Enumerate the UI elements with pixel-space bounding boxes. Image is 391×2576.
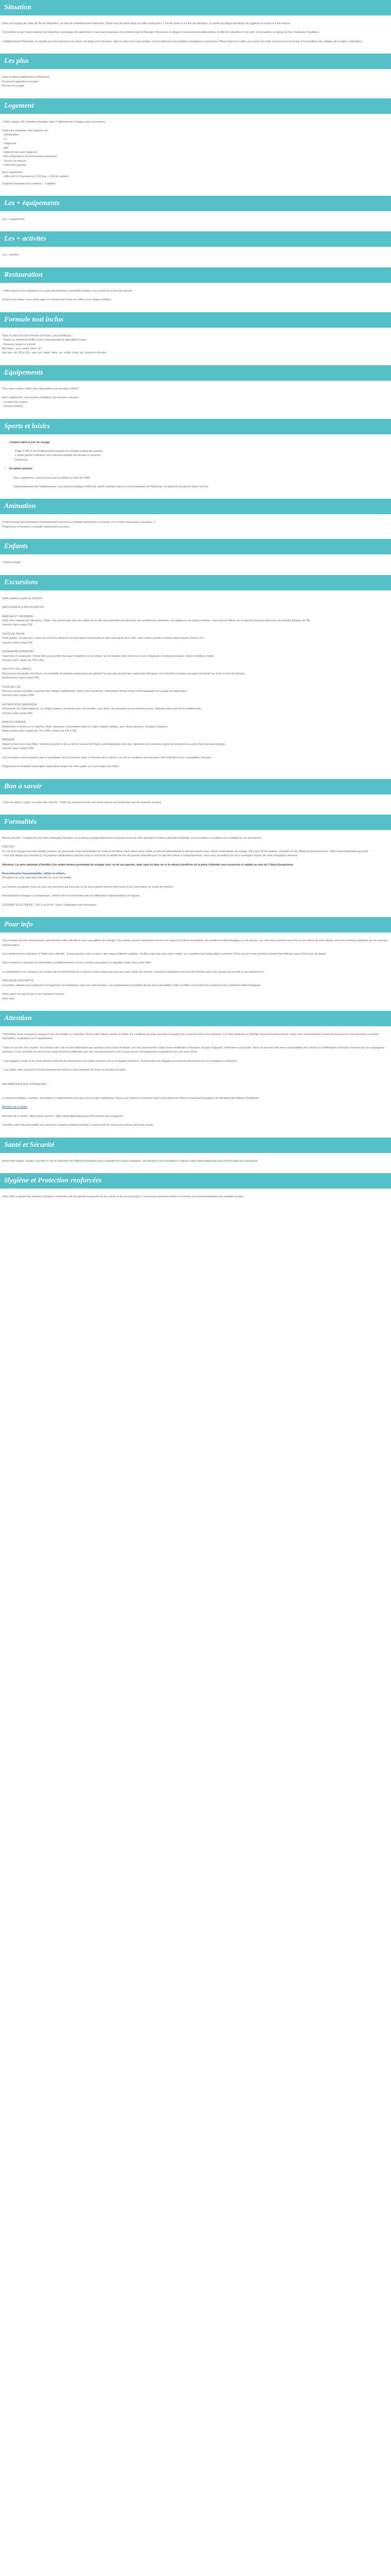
excursion-title: AUTHENTIQUE MAJORQUE	[2, 703, 38, 706]
paragraph: * Les bagages à main et en soute doivent respecter les dimensions et le poids autorisés par la compagnie aérienne. Tout excédent de bagages sera facturé directement par la compagnie à l'aéroport.	[2, 1059, 237, 1063]
paragraph: Vous trouverez ci-dessous les informations complémentaires, et nos conseils pour passer un agréable séjour dans votre hôtel.	[2, 961, 152, 965]
paragraph: - Location de voitures	[2, 400, 28, 404]
paragraph: Journée (avec repas) 114€	[2, 747, 34, 751]
paragraph: L'hôtel dispose d'un restaurant à la carte international et spécialités locales, d'un snack-bar et d'un bar piscine.	[2, 289, 133, 293]
paragraph: Les + équipements	[2, 218, 25, 222]
paragraph: À NOTER :	[2, 845, 15, 849]
paragraph: Randonnée à cheval ou en calèche. Dîner spectacle et animations dans un cadre rustique typique, avec show équestre, musique et danses.	[2, 725, 168, 728]
list-item: - Coffre-fort (payant)	[2, 164, 26, 167]
subsection-title: • En option payante	[9, 467, 389, 471]
list-item: - Ping-pong	[13, 458, 27, 462]
paragraph: Pour votre confort, l'hôtel met à disposition une réception 24h/24.	[2, 387, 79, 391]
excursion-title: GROTTES DEL DRACH	[2, 668, 31, 671]
section-hygiene	[0, 1195, 391, 1199]
paragraph: Départ en bus vers Cala Millor. Visite de la grotte et de la cité de Cuevas del Drach, puis dégustation des vins. Spectacle de la dernière partie du programme au sein d'une demeure typique.	[2, 742, 226, 746]
section-pour-info	[0, 939, 391, 1011]
section-formule	[0, 334, 391, 365]
section-title-formalites: Formalités	[0, 815, 391, 830]
paragraph: Les transferts entre l'aéroport et l'hôtel sont collectifs : ils peuvent donc être soumis à des temps d'attente variables. Veuillez noter que pour votre confort, les chambres sont disponibles à partir de 14h le jour de votre arrivée et doivent être libérées avant 12h le jour du départ.	[2, 953, 327, 956]
paragraph: L'hôtel propose des animations internationales réservés aux adultes ponctuelles en journée et en soirée (spectacles, karaokés...).	[2, 521, 156, 524]
paragraph: - Bassin adapté	[2, 561, 21, 565]
section-equipements	[0, 387, 391, 419]
paragraph: * Les trajets entre l'aéroport et l'hôtel peuvent être soumis à des variations de durée en fonction du trafic.	[2, 1069, 126, 1072]
paragraph: Ministère de la Santé : https://sante.gouv.fr/ - https://www.diplomatie.gouv.fr/fr/conseils-aux-voyageurs/	[2, 1114, 123, 1118]
section-attention	[0, 1032, 391, 1138]
paragraph: Demi-journée (sans repas) 49€	[2, 676, 39, 680]
excursion-title: MARCHÉ ET CROISIÈRE	[2, 615, 34, 618]
list-item: - coffre-fort (3 €/semaine ou 0,5€ /jour + 10€ de caution)	[2, 175, 69, 179]
paragraph: Découverte de l'authentique île. Un village typique, une ferme avec ses moulins, ses olives, ses amandes et ses produits locaux. Déjeuner dans une ferme traditionnelle.	[2, 707, 202, 711]
excursion-title: CATAMARAN ROBINSON	[2, 650, 34, 654]
paragraph: L'hôtel compte 190 chambres réparties dans 2 bâtiments de 3 étages avec ascenseurs.	[2, 120, 106, 124]
paragraph: Bonne nouvelle : Compte tenu de votre nationalité française, vous pouvez voyager librement en Europe munis de votre passeport (Cartes nationales d'identité, sont acceptées à condition de la validité de ces documents).	[2, 836, 263, 840]
section-title-logement: Logement	[0, 98, 391, 114]
section-plus	[0, 75, 391, 98]
paragraph: - Service médical	[2, 405, 23, 409]
section-title-enfants: Enfants	[0, 539, 391, 554]
section-sante	[0, 1159, 391, 1173]
paragraph: PRÉCISION DESCRIPTIF	[2, 979, 34, 983]
paragraph: Journée (avec repas) 105€	[2, 694, 34, 698]
supplement-label: Avec supplément :	[2, 171, 24, 174]
section-title-excursions: Excursions	[0, 575, 391, 590]
paragraph: Découverte des grottes del Drach, un ensemble de galeries souterraines qui abritent l'un des plus grands lacs souterrains d'Europe. Un concert de musique classique est donné sur le lac à bord de barques.	[2, 672, 246, 675]
paragraph: - Pour tout départ d'un aéroport (1 ou plusieurs destinations) assurez-vous en amont de la validité de vos documents d'identité pour ne pas être refusé à l'embarquement, nous vous conseillons de vous renseigner auprès de votre compagnie aérienne.	[2, 854, 299, 858]
excursion-title: RANCHO GRANDE	[2, 721, 26, 724]
section-title-sports: Sports et loisirs	[0, 419, 391, 434]
paragraph: Travellers with reduced mobility are advised to contact us before booking to ensure that the hotel and services meet their needs.	[2, 1124, 154, 1127]
paragraph: Journée (sans repas) 25€	[2, 623, 33, 627]
section-title-equipements: Equipements	[0, 365, 391, 381]
paragraph: Ressortissants français/adultes, bébés et enfants :	[2, 872, 67, 876]
paragraph: Visite de la capitale de Zakynthos, Zante. Une promenade dans les ruelles de la ville vous permettra de découvrir son architecture vénitienne, ses églises et ses places animées. Vous pourrez flâner sur le marché local pour découvrir les produits typiques de l'île.	[2, 619, 311, 622]
paragraph: COURANT ÉLECTRIQUE : 220 V ou 50 Hz. Type F. Adaptateur non nécessaire.	[2, 903, 97, 907]
list-item: - Wifi	[2, 146, 8, 150]
list-item: - TV	[2, 138, 7, 141]
paragraph: Situé sur la plage de sable de l'île de Zakynthos, au sein de l'établissement Palmeraie, l'hôtel vous accueille dans un cadre verdoyant à 7 km de Zante et à 5 km de l'aéroport. Le centre du village touristique de Laganas se trouve à 1 km environ.	[2, 22, 291, 25]
paragraph: Journée (sans repas) 35€	[2, 641, 33, 645]
paragraph: * Dans le cas des vols charters, les horaires des vols ne sont déterminés que quelques jours avant le départ. Les vols peuvent faire l'objet d'une modification d'horaires, de type d'appareil, d'itinéraire ou d'escales. Nous ne pouvons être tenus responsables des retards ou modifications d'horaires imposés par les compagnies aériennes. Il est conseillé de prévoir une marge de temps suffisante pour vos correspondances et de ne pas prévoir d'engagements importants le jour de votre retour.	[2, 1046, 385, 1054]
paragraph: Votre séjour est assuré par le tour opérateur suivant :	[2, 993, 66, 996]
paragraph: Tous horaires de vols communiqués sont donnés à titre indicatif et sont susceptibles de changer. Des retards peuvent également survenir en raison d'incidents techniques, de conditions météorologiques ou de grèves. Les vols retour peuvent avoir lieu le jour même de votre départ, selon les créneaux attribués par les autorités aéroportuaires.	[2, 939, 388, 947]
paragraph: Dans le même établissement Palmeraie	[2, 76, 50, 79]
section-plus-activites	[0, 253, 391, 267]
paragraph: - Repas au restaurant buffet cuisine internationale et spécialités locales	[2, 338, 87, 342]
section-title-restauration: Restauration	[0, 267, 391, 283]
section-title-hygiene: Hygiène et Protection renforcées	[0, 1173, 391, 1189]
paragraph: DÉCOUVERTE & DÉCOUVERTES	[2, 606, 44, 609]
paragraph: Journée (avec repas) 85€	[2, 711, 33, 715]
section-restauration	[0, 289, 391, 312]
paragraph: Passeport ou carte nationale d'identité en cours de validité.	[2, 876, 72, 880]
section-situation	[0, 22, 391, 54]
paragraph: Les mineurs voyageant seuls ou avec une personne qui n'est pas un de leurs parents doivent être munis d'une autorisation de sortie de territoire.	[2, 885, 174, 889]
list-item: - Salle de bain avec baignoire	[2, 151, 38, 155]
paragraph: Votre hôtel a adopté des mesures d'hygiène renforcées afin de garantir la sécurité de ses clients et de son personnel. Ces mesures peuvent évoluer en fonction des recommandations des autorités locales.	[2, 1195, 245, 1199]
list-item: - Climatisation	[2, 133, 19, 137]
list-item: - Téléphone	[2, 142, 17, 146]
list-item: - 1 petite piscine extérieure avec terrasse équipée de transats et parasols	[13, 454, 101, 457]
section-sports	[0, 440, 391, 499]
paragraph: Aux bars, de 10h à 23h : eau, jus, sodas, bière, vin, vodka, rhum, gin, boissons chaudes	[2, 351, 107, 355]
list-item: - Mini réfrigérateur (consommations payantes)	[2, 155, 57, 159]
paragraph: En cas d'un voyage avec des enfants mineurs, en possession d'une autorisation de sortie du territoire. Vous devez vous rendre au tribunal administratif en tant que parent pour obtenir l'autorisation de voyage. Pour plus d'informations, consultez le site officiel du gouvernement : https://www.diplomatie.gouv.fr/fr/	[2, 850, 368, 853]
paragraph: Les + activités	[2, 253, 20, 257]
paragraph: Les excursions sont proposées par un prestataire local et peuvent varier en fonction de la saison. Les prix et conditions sont donnés à titre indicatif et sont susceptibles d'évoluer.	[2, 756, 213, 759]
paragraph: Traversée en catamaran. Temps libre pour profiter des eaux cristallines ou se relaxer. En fin d'après-midi, retour sur le port. Baignade et boissons incluses. Selon conditions météo.	[2, 654, 215, 658]
section-title-plus: Les plus	[0, 54, 391, 69]
subsection-title: • Compris dans le prix du voyage	[9, 440, 389, 445]
section-excursions	[0, 597, 391, 779]
paragraph: Programme et horaires à consulter directement sur place.	[2, 525, 71, 529]
paragraph: * Bénéficiez d'une assurance voyage en cas de maladie ou d'accident. Avant votre départ, pensez à vérifier les conditions de votre assurance voyage et la couverture dont vous disposez. Les frais médicaux à l'étranger peuvent s'avérer élevés. Nous vous recommandons fortement de souscrire une assurance couvrant l'annulation, l'assistance et le rapatriement.	[2, 1032, 379, 1041]
excursion-title: VISITE DE PALMA	[2, 632, 25, 636]
list-item: - Service en boisson	[2, 159, 26, 163]
paragraph: Tarifs estimés à partir de 15/10/24	[2, 597, 43, 600]
paragraph: Parcours en bus climatisé, traversée des villages traditionnels, visites d'un monastère, dégustation d'huile d'olive. Arrêt baignade sur la plage de sable blanc.	[2, 690, 188, 693]
paragraph: Programme et modalités d'inscription disponibles auprès de votre guide ou à la réception de l'hôtel.	[2, 765, 120, 769]
paragraph: Journée (avec repas) de 79€ à 93€	[2, 658, 44, 662]
section-plus-equipements	[0, 217, 391, 231]
section-title-plus-equipements: Les + équipements	[0, 196, 391, 211]
paragraph: Dans le cadre de votre formule tout inclus, vous bénéficiez :	[2, 334, 73, 337]
section-title-animation: Animation	[0, 499, 391, 514]
page	[0, 0, 391, 1217]
list-item: - Plage à 250 m de l'établissement équipée de transats et parasols payants	[13, 449, 103, 453]
excursion-title: MAGIQUE	[2, 738, 15, 742]
paragraph: Demi-journée (avec repas) de 72€ à 86€, enfants de 47€ à 56€	[2, 730, 77, 733]
paragraph: Visite guidée. Un parcours à pied qui vous fera découvrir les principaux monuments et sites historiques de la ville, entre ruelles étroites et places pittoresques. Environ 3 h.	[2, 637, 204, 640]
section-title-plus-activites: Les + activités	[0, 231, 391, 247]
paragraph: - Taxe de séjour à régler sur place dès l'arrivée : 3,50€ par personne et par nuit (sous réserve de modification par les autorités locales)	[2, 801, 161, 804]
paragraph: La climatisation et le transport, les horaires de fonctionnement de la piscine et des restaurants peuvent varier selon les saisons. Certaines installations peuvent être fermées pour des raisons de sécurité ou de maintenance.	[2, 970, 265, 974]
paragraph: Toutes les chambres sont équipées de :	[2, 129, 50, 132]
section-logement	[0, 120, 391, 196]
paragraph: Bar repas : eau, sodas, bière, vin	[2, 347, 42, 350]
paragraph: Attention. La carte nationale d'identité d'un enfant mineur permettant de voyager avec un de ses parents, mais sans lui faire de ce le mineur bénéficier de la pièce d'identité sera conservée et valable au sein de l'Union Européenne.	[2, 863, 294, 867]
excursion-title: TOUR DE L'ÎLE	[2, 685, 21, 689]
section-enfants	[0, 561, 391, 574]
section-animation	[0, 520, 391, 539]
paragraph: Ressortissants étrangers ou binationaux : doivent être en conformité avec les différentes réglementations en vigueur.	[2, 894, 141, 898]
paragraph: Capacité maximale des chambres : 3 adultes	[2, 182, 56, 185]
section-title-situation: Situation	[0, 0, 391, 15]
section-title-sante: Santé et Sécurité	[0, 1138, 391, 1153]
paragraph: L'établissement Palmeraie, un paradis pour les amoureux de nature, de plage et de farniente, dans un décor de carte postale. Un lieu idéal pour une ballade romantique en amoureux. Flânez dans les ruelles au coucher du soleil, découvrez la vie locale et les traditions des villages de la région, Zakynthos.	[2, 40, 363, 43]
ministere-sante-link[interactable]: Ministère de la Santé	[2, 1106, 27, 1109]
paragraph: Avant votre départ, veuillez consulter le site du Ministère des Affaires Étrangères pour connaître les risques sanitaires, sécuritaires et les formalités en vigueur. https://www.diplomatie.gouv.fr/fr/conseils-aux-voyageurs/	[2, 1159, 258, 1163]
section-bon-a-savoir	[0, 801, 391, 815]
paragraph: Durant votre séjour, vous serez logés en formule tout inclus (se référer à la rubrique dédiée).	[2, 298, 112, 302]
paragraph: À proximité, le parc marin national de Zakynthos, ses plages de sable blanc et ses eaux turquoise, et la célèbre baie de Navagio. Découvrez le village et ses tavernes traditionnelles, la ville de Zakynthos et son port, le monastère, la falaise de Keri, Kalamaki, Vassilikos.	[2, 31, 319, 35]
paragraph: Plein Vent	[2, 997, 14, 1001]
section-title-bon-a-savoir: Bon à savoir	[0, 779, 391, 794]
list-item: Indépendamment de l'établissement, vous pourrez pratiquer différents sports nautiques dans le centre balnéaire de Palmeraie. Un parcours de golf se trouve à 6 km.	[13, 485, 209, 489]
paragraph: Personnel agréable et souriant	[2, 80, 39, 83]
paragraph: Avec supplément, vous pourrez bénéficier des services suivants :	[2, 396, 80, 400]
paragraph: La situation politique, sanitaire, sécuritaire ou réglementaire d'un pays peut évoluer rapidement. Nous vous invitons à consulter avant votre départ les fiches conseils aux voyageurs du Ministère des Affaires Étrangères.	[2, 1096, 260, 1100]
paragraph: Les photos utilisées pour présenter les logements et installations sont non-contractuelles. Les équipements et activités décrits sont susceptibles d'être modifiés en fonction de la saison et des conditions météorologiques.	[2, 984, 262, 987]
list-item: Avec supplément, vous pourrez jouer au billard au sein de l'hôtel.	[13, 476, 91, 480]
paragraph: INFORMATIONS AUX VOYAGEURS :	[2, 1082, 48, 1086]
section-title-attention: Attention	[0, 1011, 391, 1026]
section-title-pour-info: Pour info	[0, 917, 391, 933]
section-title-formule: Formule tout inclus	[0, 312, 391, 328]
section-formalites	[0, 836, 391, 917]
paragraph: - Boissons locales à volonté :	[2, 343, 37, 346]
paragraph: Proche de la plage	[2, 84, 25, 88]
